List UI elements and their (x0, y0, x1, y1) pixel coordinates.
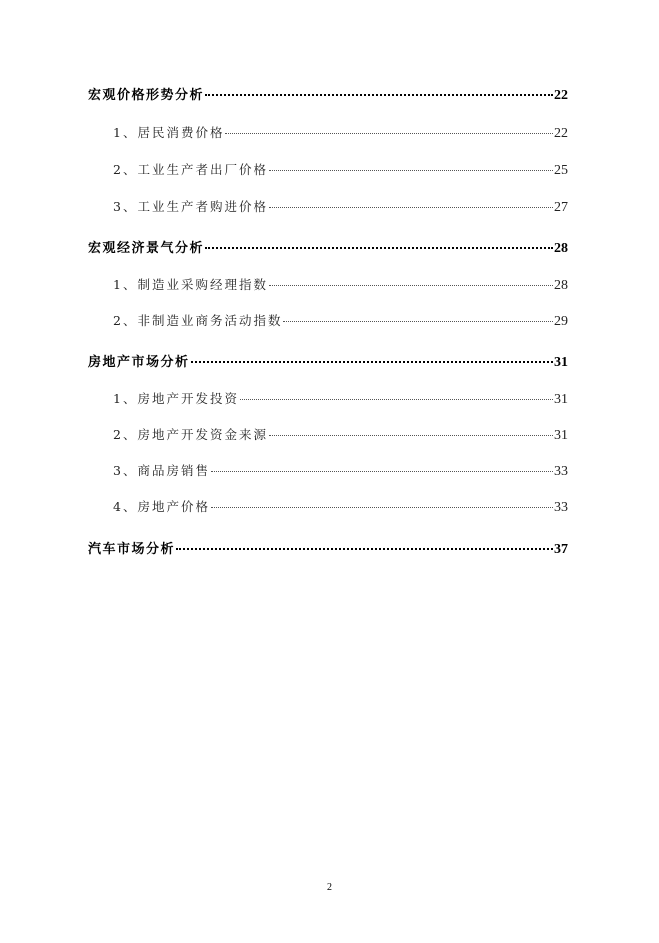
toc-entry[interactable] (88, 123, 568, 143)
dot-leader (283, 321, 553, 322)
toc-section-heading[interactable] (88, 540, 568, 560)
toc-section-title: 宏观经济景气分析 (88, 241, 205, 256)
toc-entry[interactable] (88, 160, 568, 180)
toc-entry[interactable] (88, 497, 568, 517)
dot-leader (211, 471, 553, 472)
toc-entry-title: 3、工业生产者购进价格 (113, 199, 268, 214)
toc-entry-title: 1、居民消费价格 (113, 125, 225, 140)
toc-page-number: 33 (554, 464, 568, 479)
toc-section-title: 宏观价格形势分析 (88, 88, 205, 103)
toc-page-number: 28 (554, 241, 568, 256)
toc-section-title: 房地产市场分析 (88, 355, 190, 370)
page-number: 2 (327, 882, 332, 893)
toc-entry[interactable] (88, 461, 568, 481)
dot-leader (191, 361, 553, 363)
dot-leader (269, 435, 553, 436)
toc-page-number: 22 (554, 126, 568, 141)
toc-section-heading[interactable] (88, 353, 568, 373)
dot-leader (269, 285, 553, 286)
dot-leader (205, 94, 553, 96)
dot-leader (211, 507, 553, 508)
toc-page-number: 37 (554, 542, 568, 557)
toc-entry-title: 3、商品房销售 (113, 463, 210, 478)
toc-entry-title: 2、房地产开发资金来源 (113, 427, 268, 442)
toc-page-number: 25 (554, 163, 568, 178)
dot-leader (240, 399, 553, 400)
dot-leader (269, 170, 553, 171)
toc-entry[interactable] (88, 197, 568, 217)
toc-entry[interactable] (88, 425, 568, 445)
toc-section-heading[interactable] (88, 239, 568, 259)
toc-entry-title: 2、非制造业商务活动指数 (113, 313, 283, 328)
toc-page-number: 29 (554, 314, 568, 329)
toc-page-number: 28 (554, 278, 568, 293)
toc-page-number: 33 (554, 500, 568, 515)
toc-entry-title: 4、房地产价格 (113, 499, 210, 514)
toc-section-title: 汽车市场分析 (88, 542, 176, 557)
toc-section-heading[interactable] (88, 86, 568, 106)
toc-entry[interactable] (88, 311, 568, 331)
dot-leader (225, 133, 553, 134)
toc-page-number: 31 (554, 355, 568, 370)
toc-entry-title: 1、房地产开发投资 (113, 391, 239, 406)
toc-page-number: 31 (554, 428, 568, 443)
dot-leader (205, 247, 553, 249)
toc-page-number: 27 (554, 200, 568, 215)
toc-page-number: 22 (554, 88, 568, 103)
dot-leader (269, 207, 553, 208)
toc-entry[interactable] (88, 275, 568, 295)
toc-entry-title: 2、工业生产者出厂价格 (113, 162, 268, 177)
dot-leader (176, 548, 553, 550)
toc-entry[interactable] (88, 389, 568, 409)
toc-page-number: 31 (554, 392, 568, 407)
table-of-contents (88, 86, 568, 560)
toc-entry-title: 1、制造业采购经理指数 (113, 277, 268, 292)
